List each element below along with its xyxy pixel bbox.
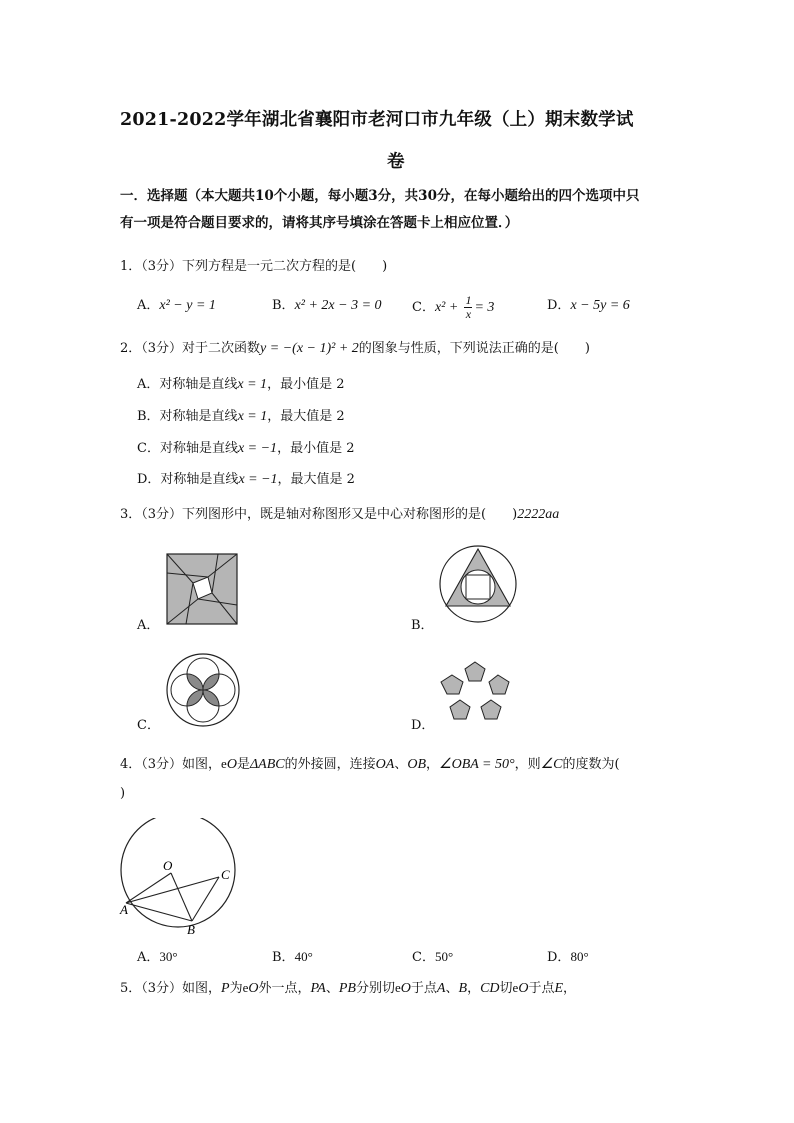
q4-option-a	[137, 946, 178, 965]
q2-stem-post: 的图象与性质，下列说法正确的是( )	[358, 341, 590, 356]
q5-cd: CD	[480, 981, 500, 996]
q4-fig-label-a: A	[120, 902, 128, 917]
q5-d: 、	[325, 981, 339, 996]
q3-option-d-label: D．	[411, 718, 435, 733]
q4-option-d	[547, 946, 589, 965]
q2-option-d-label: D．对称轴是直线	[137, 472, 239, 487]
q4-triangle: ΔABC	[249, 757, 285, 772]
q5-pa: PA	[310, 981, 326, 996]
q5-j: 于点	[528, 981, 555, 996]
q4-option-c	[412, 946, 453, 965]
q1-option-a-label: A．	[137, 298, 160, 313]
question-3-stem	[120, 503, 559, 523]
q3-option-a-label: A．	[137, 618, 160, 633]
q5-c: 外一点，	[258, 981, 311, 996]
q4-comma: ，	[426, 757, 440, 772]
q1-option-a-math: x² − y = 1	[159, 298, 216, 313]
q1-option-b	[272, 294, 382, 314]
circle-symbol: e	[221, 756, 227, 771]
q5-e: 分别切	[355, 981, 395, 996]
q3-stem-tail: 2222aa	[517, 507, 560, 522]
q2-option-a-label: A．对称轴是直线	[137, 377, 238, 392]
q4-oa: OA	[375, 757, 395, 772]
q3-option-c-label: C．	[137, 718, 160, 733]
q4-fig-label-b: B	[187, 922, 195, 936]
page-title: 2021-2022学年湖北省襄阳市老河口市九年级（上）期末数学试	[120, 110, 634, 130]
q4-sep: 、	[394, 757, 408, 772]
q1-option-a	[137, 294, 216, 314]
q1-option-c	[412, 294, 494, 321]
q4-fig-label-o: O	[163, 858, 173, 873]
q4-option-a-label: A．	[137, 950, 160, 965]
q5-k: ，	[563, 981, 577, 996]
q4-option-d-label: D．	[547, 950, 571, 965]
circle-symbol: e	[512, 980, 519, 995]
q2-option-d	[137, 468, 355, 488]
question-4-stem-line2: )	[120, 786, 126, 801]
q2-option-a-math: x = 1	[237, 377, 268, 392]
q5-a-point: A	[436, 981, 446, 996]
section-heading-line1: 一．选择题（本大题共10个小题，每小题3分，共30分，在每小题给出的四个选项中只	[120, 188, 640, 204]
q5-o3: O	[518, 981, 529, 996]
q4-option-b-label: B．	[272, 950, 295, 965]
q4-angle: ∠OBA = 50°	[439, 757, 515, 772]
q4-angle-c: ∠C	[540, 757, 563, 772]
q1-option-c-label: C．	[412, 300, 435, 315]
q2-option-c-tail: ，最小值是 2	[277, 441, 355, 456]
q1-option-d-label: D．	[547, 298, 571, 313]
q2-stem-math: y = −(x − 1)² + 2	[260, 341, 359, 356]
q4-ob: OB	[407, 757, 427, 772]
q5-e-point: E	[554, 981, 564, 996]
circle-symbol: e	[395, 980, 401, 995]
question-4-stem	[120, 753, 620, 773]
q4-o: O	[226, 757, 237, 772]
q4-option-c-label: C．	[412, 950, 435, 965]
fraction-denominator: x	[465, 307, 472, 321]
q5-f: 于点	[410, 981, 437, 996]
q2-option-c	[137, 437, 354, 457]
q4-option-c-value: 50°	[434, 949, 454, 964]
q4-stem-c: 的外接圆，连接	[284, 757, 376, 772]
q2-option-b	[137, 405, 345, 425]
q4-option-d-value: 80°	[570, 949, 589, 964]
question-5-stem	[120, 977, 576, 997]
circle-symbol: e	[242, 980, 249, 995]
q3-option-b-label: B．	[411, 618, 434, 633]
q2-option-a	[137, 373, 344, 393]
page-title-continued: 卷	[387, 152, 405, 172]
q1-option-c-math-pre: x² +	[434, 300, 459, 315]
q5-b-point: B	[458, 981, 468, 996]
q1-option-b-label: B．	[272, 298, 295, 313]
q5-p: P	[221, 981, 230, 996]
q2-option-b-tail: ，最大值是 2	[267, 409, 345, 424]
q1-option-d-math: x − 5y = 6	[570, 298, 630, 313]
question-2-stem	[120, 337, 590, 357]
q5-a: 5．（3分）如图，	[120, 981, 222, 996]
q2-option-b-label: B．对称轴是直线	[137, 409, 238, 424]
q4-fig-label-c: C	[221, 867, 230, 882]
q2-option-c-math: x = −1	[237, 441, 278, 456]
figure-d-five-pentagons	[438, 660, 512, 726]
q4-option-a-value: 30°	[159, 949, 178, 964]
q2-option-a-tail: ，最小值是 2	[267, 377, 345, 392]
q5-i: 切	[499, 981, 513, 996]
q5-g: 、	[445, 981, 459, 996]
q5-o2: O	[400, 981, 411, 996]
q4-option-b-value: 40°	[294, 949, 313, 964]
section-heading-line2: 有一项是符合题目要求的，请将其序号填涂在答题卡上相应位置．）	[120, 215, 519, 231]
figure-a-square-pinwheel	[166, 553, 238, 625]
q4-stem-a: 4．（3分）如图，	[120, 757, 222, 772]
q1-option-d	[547, 294, 630, 314]
q5-o1: O	[248, 981, 259, 996]
question-1-stem: 1．（3分）下列方程是一元二次方程的是( )	[120, 259, 388, 274]
figure-q4-circle-triangle	[115, 818, 245, 936]
q1-option-c-math-post: = 3	[474, 300, 495, 315]
figure-c-circle-petals	[165, 652, 241, 728]
q5-pb: PB	[338, 981, 356, 996]
q1-option-b-math: x² + 2x − 3 = 0	[294, 298, 382, 313]
q2-stem-pre: 2．（3分）对于二次函数	[120, 341, 261, 356]
q4-stem-b: 是	[236, 757, 250, 772]
q2-option-d-math: x = −1	[238, 472, 278, 487]
q5-b: 为	[229, 981, 243, 996]
q1-option-c-fraction	[464, 294, 472, 321]
q2-option-d-tail: ，最大值是 2	[277, 472, 355, 487]
q2-option-b-math: x = 1	[237, 409, 268, 424]
q3-stem-text: 3．（3分）下列图形中，既是轴对称图形又是中心对称图形的是( )	[120, 507, 518, 522]
q4-option-b	[272, 946, 313, 965]
q2-option-c-label: C．对称轴是直线	[137, 441, 238, 456]
figure-b-circle-triangle-square	[438, 544, 518, 624]
q4-stem-d: ，则	[514, 757, 541, 772]
q4-stem-e: 的度数为(	[562, 757, 620, 772]
fraction-numerator: 1	[465, 293, 472, 307]
q5-h: ，	[467, 981, 481, 996]
